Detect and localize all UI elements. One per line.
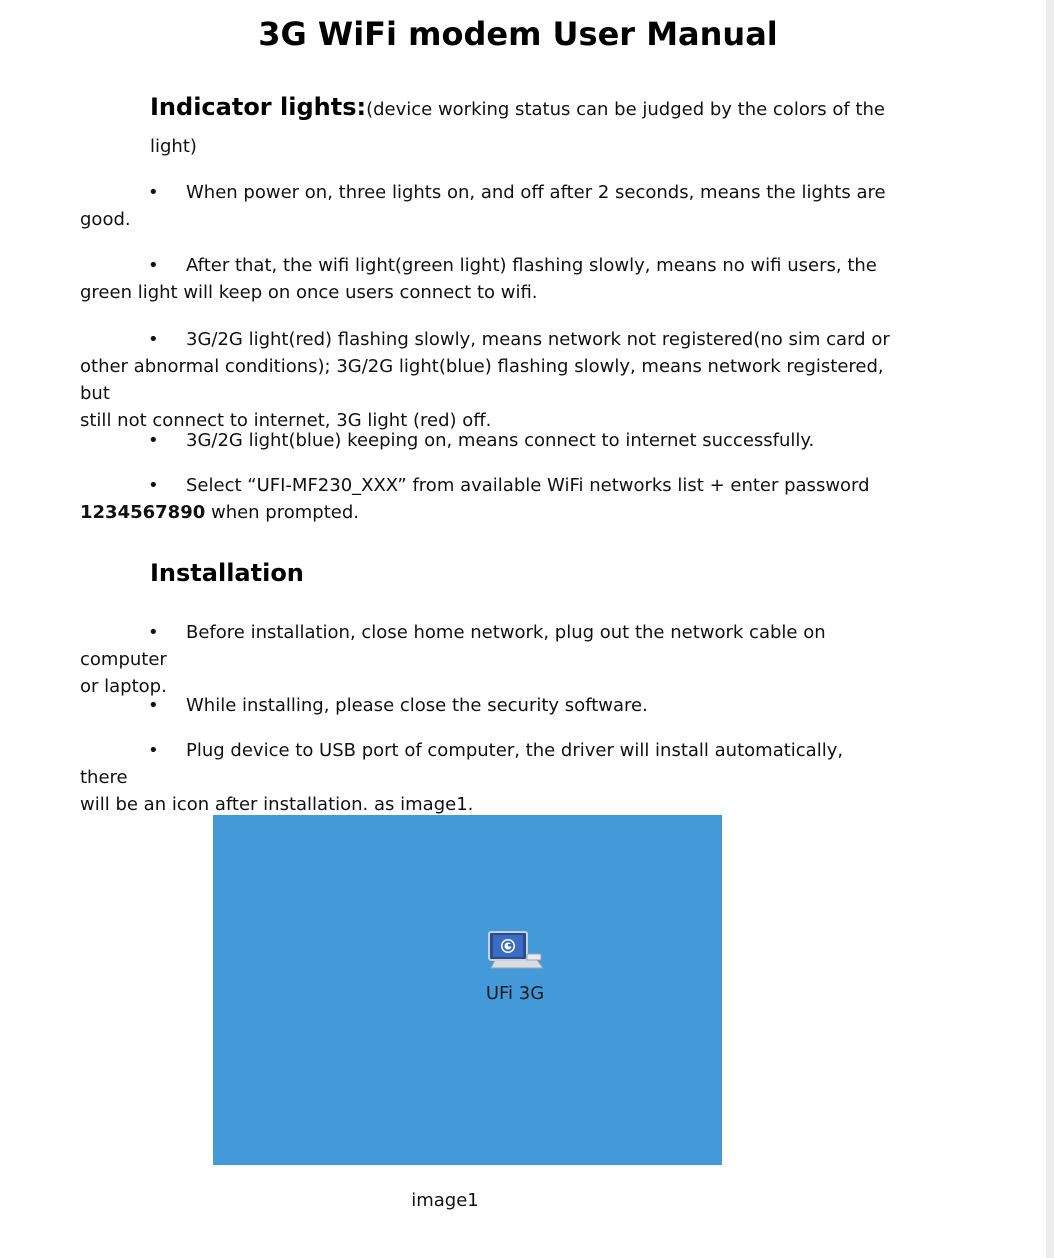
list-item-text: Select “UFI-MF230_XXX” from available WiFi networks list + enter password — [186, 475, 870, 496]
list-item — [80, 179, 895, 233]
bullet-marker: • — [148, 695, 159, 716]
list-item — [80, 427, 895, 454]
list-item-text-line2: other abnormal conditions); 3G/2G light(blue) flashing slowly, means network registered, but — [80, 356, 884, 404]
installation-heading-block — [150, 554, 890, 595]
bullet-marker: • — [148, 182, 159, 203]
list-item-text: Before installation, close home network, plug out the network cable on computer — [80, 622, 826, 670]
wifi-password: 1234567890 — [80, 502, 206, 523]
list-item — [80, 472, 895, 526]
bullet-marker: • — [148, 475, 159, 496]
page-edge — [1046, 0, 1054, 1258]
indicator-subtitle-line2: light) — [150, 136, 197, 157]
bullet-marker: • — [148, 430, 159, 451]
ufi-3g-modem-icon — [487, 930, 543, 970]
list-item — [80, 692, 895, 719]
list-item-text: When power on, three lights on, and off after 2 seconds, means the lights are — [186, 182, 886, 203]
list-item-text: 3G/2G light(blue) keeping on, means connect to internet successfully. — [186, 430, 815, 451]
indicator-heading-block — [150, 88, 890, 129]
indicator-heading: Indicator lights: — [150, 93, 367, 121]
figure-caption: image1 — [411, 1190, 479, 1211]
bullet-marker: • — [148, 740, 159, 761]
desktop-icon-label[interactable]: UFi 3G — [485, 983, 545, 1004]
indicator-subtitle-line1: (device working status can be judged by the colors of the — [366, 99, 885, 120]
list-item — [80, 619, 895, 700]
bullet-marker: • — [148, 329, 159, 350]
list-item-text: While installing, please close the security software. — [186, 695, 648, 716]
list-item-continuation: or laptop. — [80, 676, 167, 697]
indicator-subtitle-block — [150, 128, 890, 166]
list-item-continuation: still not connect to internet, 3G light (red) off. — [80, 410, 492, 431]
bullet-marker: • — [148, 622, 159, 643]
list-item-text: 3G/2G light(red) flashing slowly, means network not registered(no sim card or — [186, 329, 890, 350]
list-item-continuation: will be an icon after installation. as image1. — [80, 794, 474, 815]
list-item-text: After that, the wifi light(green light) flashing slowly, means no wifi users, the — [186, 255, 877, 276]
list-item-text: Plug device to USB port of computer, the driver will install automatically, there — [80, 740, 844, 788]
list-item-continuation: green light will keep on once users connect to wifi. — [80, 282, 538, 303]
desktop-screenshot-figure — [213, 815, 722, 1165]
list-item — [80, 737, 895, 818]
bullet-marker: • — [148, 255, 159, 276]
installation-heading: Installation — [150, 559, 304, 587]
list-item — [80, 252, 895, 306]
page-title: 3G WiFi modem User Manual — [258, 15, 778, 53]
list-item-continuation: when prompted. — [205, 502, 359, 523]
list-item-continuation: good. — [80, 209, 131, 230]
list-item — [80, 326, 895, 434]
